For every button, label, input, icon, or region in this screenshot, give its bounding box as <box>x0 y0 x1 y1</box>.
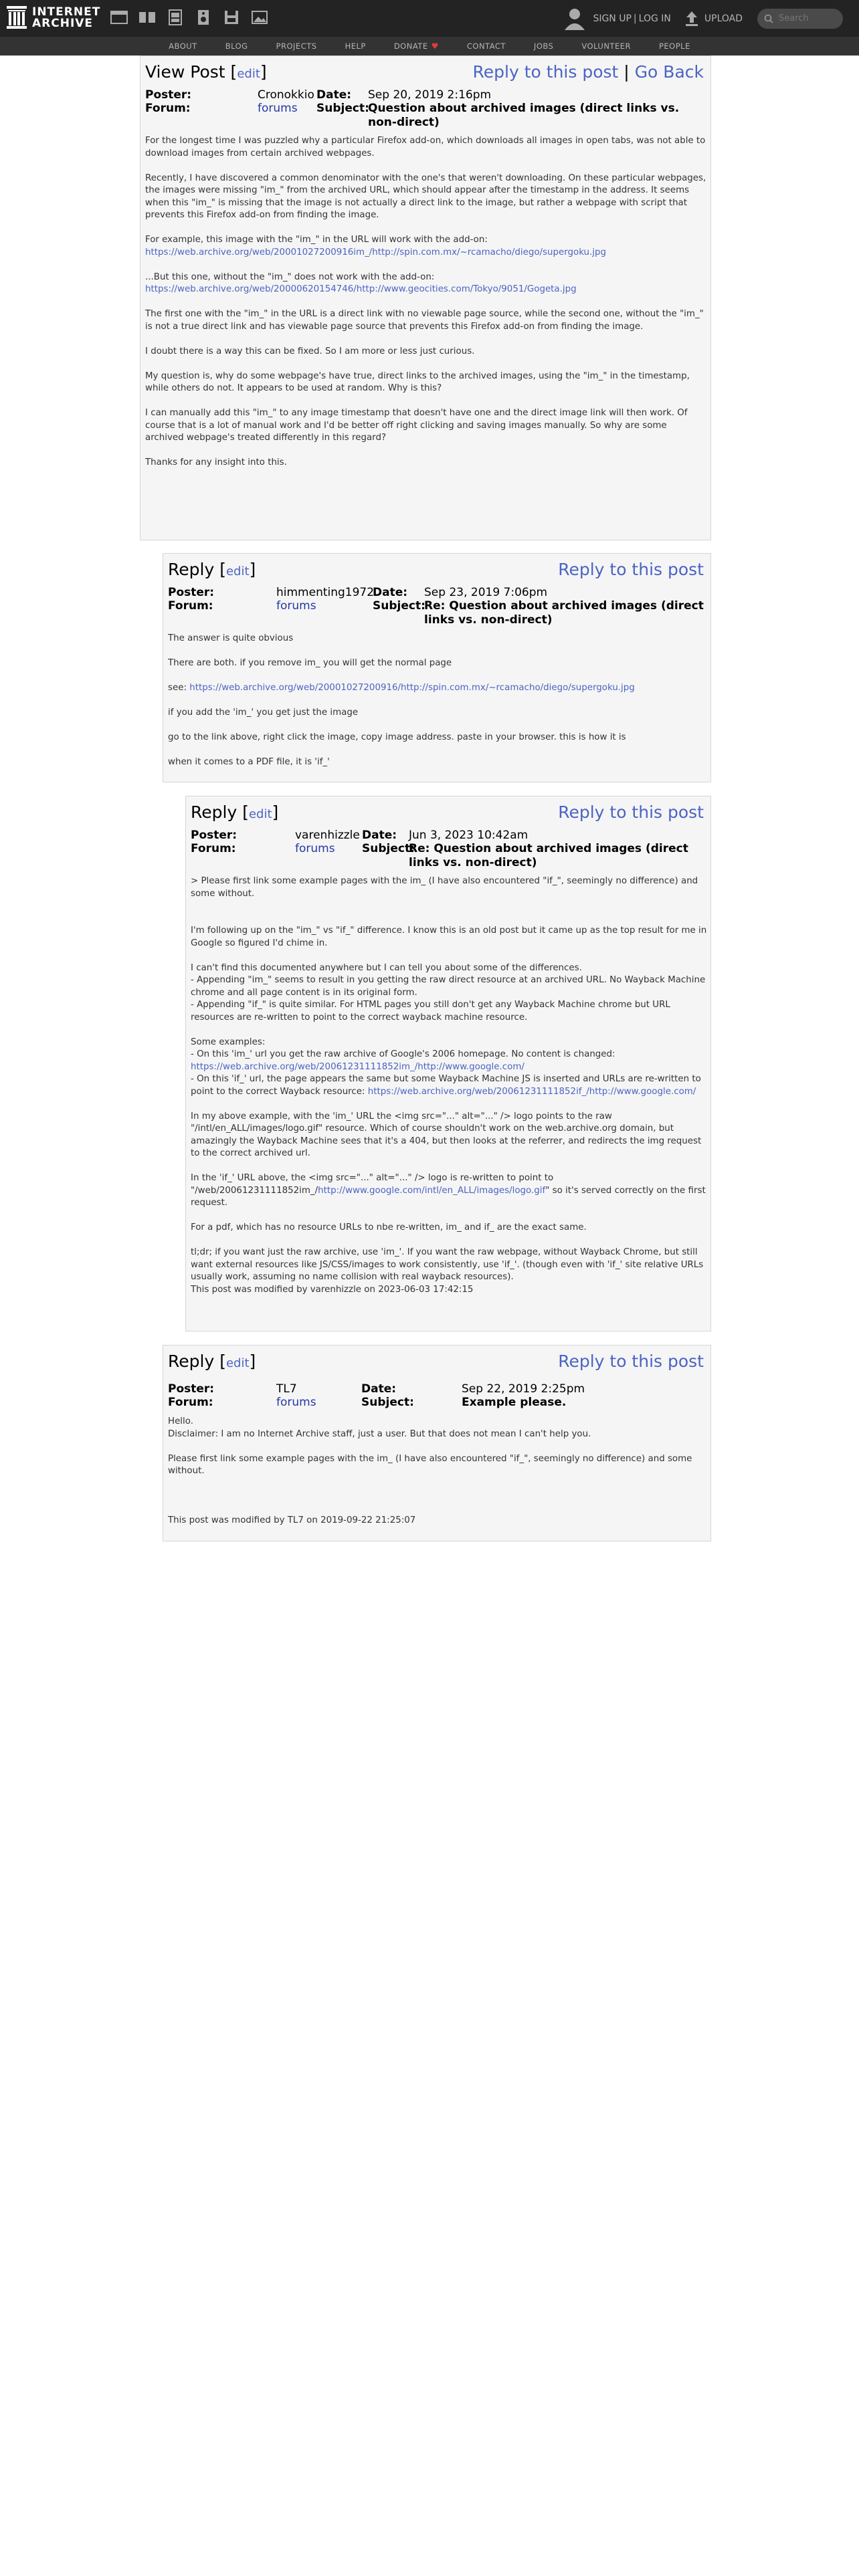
nav-about[interactable]: ABOUT <box>169 41 197 51</box>
account-area <box>563 0 843 37</box>
reply-to-post-link[interactable]: Reply to this post <box>558 1352 704 1371</box>
post-title-text: Reply <box>191 802 237 822</box>
edit-link[interactable]: edit <box>248 807 272 821</box>
date-label: Date: <box>362 829 397 842</box>
nav-people[interactable]: PEOPLE <box>658 41 690 51</box>
forum-link[interactable]: forums <box>276 599 316 613</box>
post-text: In the 'if_' URL above, the <img src="..." alt="..." /> logo is re-written to point to "/web/20061231111852im_/ <box>191 1173 554 1196</box>
forum-link-wrap <box>295 842 335 855</box>
post-paragraph <box>168 682 706 695</box>
date-label: Date: <box>316 88 352 102</box>
post-paragraph: go to the link above, right click the image, copy image address. paste in your browser. this is how it is <box>168 732 626 742</box>
date-label: Date: <box>373 586 408 599</box>
post-title: Reply [edit] <box>168 560 256 579</box>
post-paragraph <box>191 1037 707 1099</box>
audio-icon[interactable] <box>194 8 213 27</box>
post-text: Disclaimer: I am no Internet Archive staff, just a user. But that does not mean I can't help you. <box>168 1428 591 1439</box>
reply-post <box>163 1345 711 1541</box>
post-paragraph: I'm following up on the "im_" vs "if_" difference. I know this is an old post but it came up as the top result for me in Google so figured I'd chime in. <box>191 926 707 948</box>
post-body <box>168 633 706 781</box>
subject-label: Subject: <box>362 842 415 855</box>
post-body <box>145 135 707 481</box>
edit-link[interactable]: edit <box>225 564 250 578</box>
edit-link[interactable]: edit <box>225 1356 250 1370</box>
post-date: Sep 20, 2019 2:16pm <box>368 88 492 102</box>
logo-text <box>32 7 100 29</box>
post-actions <box>558 802 704 822</box>
upload-button[interactable] <box>684 10 743 27</box>
poster-label: Poster: <box>168 1382 215 1396</box>
post-paragraph: My question is, why do some webpage's have true, direct links to the archived images, using the "im_" in the timestamp, while others do not. It appears to be used at random. Why is this? <box>145 370 690 393</box>
software-icon[interactable] <box>222 8 241 27</box>
main-post <box>140 56 711 540</box>
poster-name: Cronokkio <box>258 88 314 102</box>
poster-label: Poster: <box>168 586 215 599</box>
post-text: ...But this one, without the "im_" does not work with the add-on: <box>145 272 435 282</box>
post-body <box>191 875 707 1296</box>
reply-post <box>185 796 711 1331</box>
subject-label: Subject: <box>361 1396 414 1409</box>
post-paragraph <box>145 272 707 296</box>
reply-to-post-link[interactable]: Reply to this post <box>558 560 704 579</box>
secondary-navigation <box>0 37 859 56</box>
subject-label: Subject: <box>373 599 425 613</box>
top-navigation-bar <box>0 0 859 37</box>
post-text: Hello. <box>168 1416 193 1426</box>
actions-divider: | <box>624 62 630 82</box>
post-paragraph <box>191 962 707 1025</box>
poster-label: Poster: <box>191 829 237 842</box>
nav-blog[interactable]: BLOG <box>225 41 248 51</box>
edit-link[interactable]: edit <box>237 67 260 81</box>
date-label: Date: <box>361 1382 397 1396</box>
forum-link[interactable]: forums <box>276 1396 316 1409</box>
example-link-im[interactable]: https://web.archive.org/web/20001027200916im_/http://spin.com.mx/~rcamacho/diego/supergoku.jpg <box>145 247 607 257</box>
post-text: For example, this image with the "im_" in the URL will work with the add-on: <box>145 235 488 245</box>
texts-icon[interactable] <box>138 8 157 27</box>
post-paragraph: Thanks for any insight into this. <box>145 457 287 467</box>
internet-archive-logo[interactable] <box>7 5 100 32</box>
go-back-link[interactable]: Go Back <box>634 62 704 82</box>
post-paragraph <box>191 1172 707 1210</box>
post-paragraph: > Please first link some example pages with the im_ (I have also encountered "if_", seemingly no difference) and some without. <box>191 876 698 899</box>
example-link-if[interactable]: https://web.archive.org/web/20061231111852if_/http://www.google.com/ <box>367 1086 696 1097</box>
post-paragraph: In my above example, with the 'im_' URL the <img src="..." alt="..." /> logo points to the raw "/intl/en_ALL/images/logo.gif" resource. Which of course shouldn't work on the web.archive.org domain, but amazingly the Wayback Machine sees that it's a 404, but then looks at the referrer, and redirects the img request to the correct archived url. <box>191 1111 702 1158</box>
post-subject: Question about archived images (direct links vs. non-direct) <box>368 102 680 129</box>
user-avatar-icon[interactable] <box>563 7 586 31</box>
poster-name: himmenting1972 <box>276 586 375 599</box>
modified-note: This post was modified by TL7 on 2019-09-22 21:25:07 <box>168 1515 416 1525</box>
logo-line-2: ARCHIVE <box>32 17 94 30</box>
reply-to-post-link[interactable]: Reply to this post <box>558 802 704 822</box>
post-text: " so it's served correctly on the first request. <box>191 1185 706 1208</box>
forum-label: Forum: <box>168 1396 213 1409</box>
post-title-text: View Post <box>145 62 225 82</box>
nav-jobs[interactable]: JOBS <box>533 41 554 51</box>
forum-link[interactable]: forums <box>295 842 335 855</box>
log-in-link[interactable]: LOG IN <box>638 13 671 24</box>
post-paragraph: For a pdf, which has no resource URLs to nbe re-written, im_ and if_ are the exact same. <box>191 1222 587 1232</box>
web-icon[interactable] <box>110 8 128 27</box>
post-actions <box>558 560 704 579</box>
post-paragraph: The first one with the "im_" in the URL is a direct link with no viewable page source, while the second one, without the "im_" is not a true direct link and has viewable page source that prevents this Firefox add-on from finding the image. <box>145 309 704 332</box>
sign-up-link[interactable]: SIGN UP <box>593 13 632 24</box>
forum-label: Forum: <box>145 102 191 115</box>
post-paragraph: Please first link some example pages with the im_ (I have also encountered "if_", seemingly no difference) and some without. <box>168 1453 692 1476</box>
post-text: - Appending "if_" is quite similar. For HTML pages you still don't get any Wayback Machine chrome but URL resources are re-written to point to the correct wayback machine resource. <box>191 1000 670 1023</box>
nav-help[interactable]: HELP <box>345 41 366 51</box>
post-text: Some examples: <box>191 1037 266 1047</box>
forum-link-wrap <box>276 1396 316 1409</box>
example-link-im[interactable]: https://web.archive.org/web/20061231111852im_/http://www.google.com/ <box>191 1061 524 1072</box>
forum-label: Forum: <box>191 842 236 855</box>
forum-link-wrap <box>276 599 316 613</box>
example-link[interactable]: https://web.archive.org/web/20001027200916/http://spin.com.mx/~rcamacho/diego/supergoku.jpg <box>189 683 635 693</box>
post-paragraph <box>191 1247 707 1296</box>
nav-volunteer[interactable]: VOLUNTEER <box>581 41 631 51</box>
post-paragraph: if you add the 'im_' you get just the image <box>168 708 359 718</box>
post-text: - Appending "im_" seems to result in you getting the raw direct resource at an archived URL. No Wayback Machine chrome and all page content is in its original form. <box>191 975 706 998</box>
post-title-text: Reply <box>168 560 215 579</box>
images-icon[interactable] <box>250 8 269 27</box>
upload-icon <box>684 10 699 27</box>
search-box[interactable] <box>757 9 843 29</box>
forum-label: Forum: <box>168 599 213 613</box>
reply-to-post-link[interactable]: Reply to this post <box>472 62 619 82</box>
archive-building-icon <box>7 5 27 29</box>
post-paragraph <box>145 234 707 259</box>
example-link-no-im[interactable]: https://web.archive.org/web/20000620154746/http://www.geocities.com/Tokyo/9051/Gogeta.jpg <box>145 284 577 294</box>
post-paragraph: Recently, I have discovered a common denominator with the one's that weren't downloading. On these particular webpages, the images were missing "im_" from the archived URL, which should appear after the timestamp in the address. It seems when this "im_" is missing that the image is not actually a direct link to the image, but rather a webpage with script that prevents this Firefox add-on from finding the image. <box>145 173 706 220</box>
upload-label: UPLOAD <box>704 13 743 24</box>
logo-gif-link[interactable]: http://www.google.com/intl/en_ALL/images/logo.gif <box>318 1185 546 1196</box>
logo-line-1: INTERNET <box>32 5 101 19</box>
modified-note: This post was modified by varenhizzle on 2023-06-03 17:42:15 <box>191 1284 474 1295</box>
post-actions <box>558 1352 704 1371</box>
media-type-icons <box>110 8 269 28</box>
donate-label: DONATE <box>393 41 428 51</box>
reply-post <box>163 553 711 782</box>
heart-icon: ♥ <box>431 41 439 51</box>
post-subject: Example please. <box>462 1396 567 1409</box>
post-text: I can't find this documented anywhere but I can tell you about some of the differences. <box>191 962 582 973</box>
post-paragraph: There are both. if you remove im_ you will get the normal page <box>168 658 452 668</box>
poster-label: Poster: <box>145 88 192 102</box>
post-title-text: Reply <box>168 1352 215 1371</box>
post-title: Reply [edit] <box>191 802 279 822</box>
poster-name: TL7 <box>276 1382 297 1396</box>
forum-link[interactable]: forums <box>258 102 298 115</box>
post-title: View Post [edit] <box>145 62 267 82</box>
sign-log-separator: | <box>633 13 637 24</box>
post-paragraph: The answer is quite obvious <box>168 633 294 643</box>
subject-label: Subject: <box>316 102 369 115</box>
post-body <box>168 1416 706 1539</box>
post-paragraph: For the longest time I was puzzled why a particular Firefox add-on, which downloads all images in open tabs, was not able to download images from certain archived webpages. <box>145 136 706 158</box>
search-input[interactable] <box>777 13 838 24</box>
video-icon[interactable] <box>166 8 185 27</box>
post-date: Sep 22, 2019 2:25pm <box>462 1382 585 1396</box>
post-title: Reply [edit] <box>168 1352 256 1371</box>
nav-contact[interactable]: CONTACT <box>466 41 506 51</box>
post-subject: Re: Question about archived images (direct links vs. non-direct) <box>409 842 688 869</box>
search-icon <box>764 14 773 23</box>
post-paragraph: I can manually add this "im_" to any image timestamp that doesn't have one and the direct image link will then work. Of course that is a lot of manual work and I'd be better off right clicking and saving images manually. So why are some archived webpage's treated differently in this regard? <box>145 408 688 443</box>
post-text: tl;dr; if you want just the raw archive, use 'im_'. If you want the raw webpage, without Wayback Chrome, but still want external resources like JS/CSS/images to work consistently, use 'if_'. (though even with 'if_' site relative URLs usually work, assuming no name collision with real wayback resources). <box>191 1247 704 1282</box>
post-date: Jun 3, 2023 10:42am <box>409 829 529 842</box>
post-actions <box>473 62 704 82</box>
post-subject: Re: Question about archived images (direct links vs. non-direct) <box>424 599 704 627</box>
post-text: - On this 'if_' url, the page appears the same but some Wayback Machine JS is inserted and URLs are re-written to point to the correct Wayback resource: <box>191 1074 701 1097</box>
forum-link-wrap <box>258 102 298 115</box>
poster-name: varenhizzle <box>295 829 360 842</box>
nav-donate[interactable] <box>380 41 453 51</box>
post-paragraph: I doubt there is a way this can be fixed. So I am more or less just curious. <box>145 346 475 356</box>
post-text: see: <box>168 683 190 693</box>
nav-projects[interactable]: PROJECTS <box>276 41 317 51</box>
post-date: Sep 23, 2019 7:06pm <box>424 586 548 599</box>
post-paragraph <box>168 1416 706 1440</box>
post-paragraph: when it comes to a PDF file, it is 'if_' <box>168 757 330 767</box>
post-text: - On this 'im_' url you get the raw archive of Google's 2006 homepage. No content is changed: <box>191 1049 615 1059</box>
